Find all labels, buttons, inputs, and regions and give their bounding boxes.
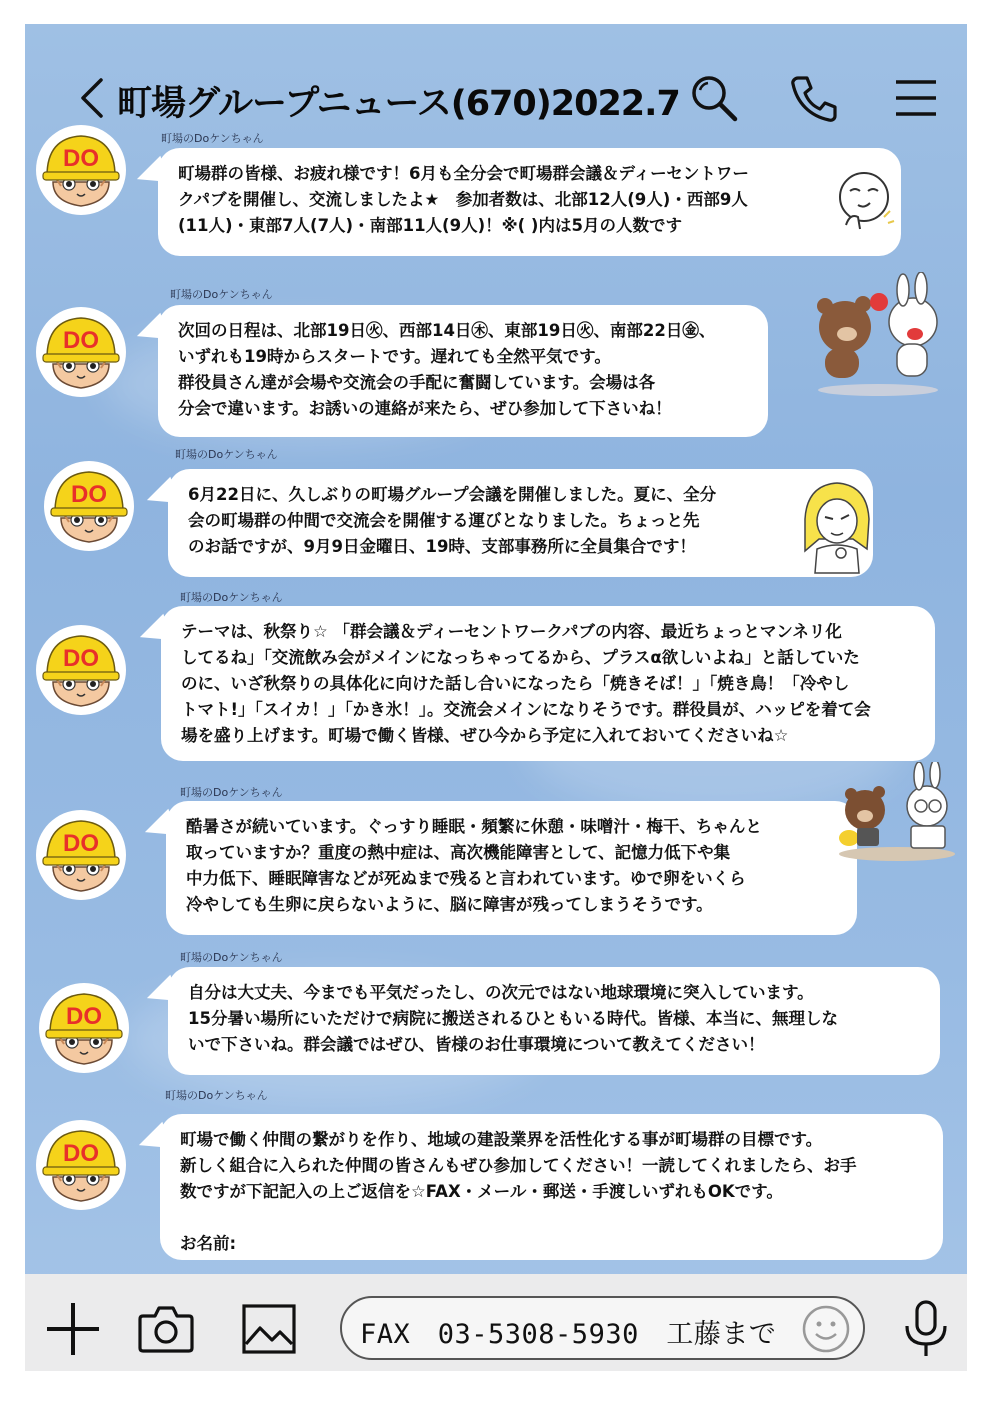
sender-name: 町場のDoケンちゃん [175,448,278,461]
message-bubble [158,305,768,437]
message-line: いずれも19時からスタートです。遅れても全然平気です。 [178,347,611,366]
message-line: のお話ですが、9月9日金曜日、19時、支部事務所に全員集合です！ [188,537,696,556]
message-line: 酷暑さが続いています。ぐっすり睡眠・頻繁に休憩・味噌汁・梅干、ちゃんと [186,817,762,836]
plus-icon[interactable] [42,1298,104,1360]
message-bubble [168,967,940,1075]
sender-name: 町場のDoケンちゃん [165,1089,268,1102]
message-line: 次回の日程は、北部19日㊋、西部14日㊍、東部19日㊋、南部22日㊎、 [178,321,716,340]
chat-screen [25,24,967,1371]
phone-icon[interactable] [788,72,840,124]
sticker-bear-rabbit-icon [803,272,953,397]
avatar[interactable] [35,124,127,216]
svg-text:DO: DO [63,145,99,172]
message-bubble [160,1114,943,1260]
message-line [180,1205,927,1231]
avatar[interactable] [43,460,135,552]
sticker-face-icon [830,167,898,237]
svg-text:DO: DO [63,830,99,857]
sender-name: 町場のDoケンちゃん [180,786,283,799]
message-input-text: FAX 03-5308-5930 工藤まで [360,1319,777,1350]
chevron-left-icon[interactable] [73,78,113,118]
message-bubble [161,606,935,761]
message-line: クパブを開催し、交流しましたよ★ 参加者数は、北部12人(9人)・西部9人 [178,190,748,209]
message-line: 数ですが下記記入の上ご返信を☆FAX・メール・郵送・手渡しいずれもOKです。 [180,1182,783,1201]
message-line: 15分暑い場所にいただけで病院に搬送されるひともいる時代。皆様、本当に、無理しな [188,1009,838,1028]
message-bubble [158,148,901,256]
sticker-reading-icon [835,762,960,862]
avatar[interactable] [35,809,127,901]
message-line: お名前: [180,1234,237,1253]
message-line: いで下さいね。群会議ではぜひ、皆様のお仕事環境について教えてください！ [188,1035,765,1054]
message-bubble [168,469,873,577]
chat-header [25,64,967,134]
message-line: テーマは、秋祭り☆ 「群会議＆ディーセントワークパブの内容、最近ちょっとマンネリ化 [181,622,842,641]
sender-name: 町場のDoケンちゃん [170,288,273,301]
image-icon[interactable] [238,1298,300,1360]
message-line: 町場群の皆様、お疲れ様です！6月も全分会で町場群会議＆ディーセントワー [178,164,749,183]
message-line: 場を盛り上げます。町場で働く皆様、ぜひ今から予定に入れておいてくださいね☆ [181,726,789,745]
message-line: 6月22日に、久しぶりの町場グループ会議を開催しました。夏に、全分 [188,485,717,504]
input-bar [25,1274,967,1371]
message-line: 冷やしても生卵に戻らないように、脳に障害が残ってしまうそうです。 [186,895,713,914]
sticker-girl-icon [797,479,875,574]
message-line: 取っていますか？重度の熱中症は、高次機能障害として、記憶力低下や集 [186,843,731,862]
message-line: トマト!」「スイカ！」「かき氷！」。交流会メインになりそうです。群役員が、ハッピを着て会 [181,700,871,719]
sender-name: 町場のDoケンちゃん [180,951,283,964]
svg-text:DO: DO [63,1140,99,1167]
avatar[interactable] [35,306,127,398]
sender-name: 町場のDoケンちゃん [180,591,283,604]
message-bubble [166,801,857,935]
message-line: 会の町場群の仲間で交流会を開催する運びとなりました。ちょっと先 [188,511,700,530]
avatar[interactable] [35,624,127,716]
microphone-icon[interactable] [895,1298,957,1360]
message-line: のに、いざ秋祭りの具体化に向けた話し合いになったら「焼きそば！」「焼き鳥！「冷やし [181,674,850,693]
message-line: 自分は大丈夫、今までも平気だったし、の次元ではない地球環境に突入しています。 [188,983,814,1002]
sender-name: 町場のDoケンちゃん [161,132,264,145]
svg-text:DO: DO [71,481,107,508]
search-icon[interactable] [688,72,740,124]
message-line: (11人)・東部7人(7人)・南部11人(9人)！※( )内は5月の人数です [178,216,682,235]
avatar[interactable] [35,1119,127,1211]
chat-title: 町場グループニュース(670)2022.7 [117,84,680,124]
svg-text:DO: DO [63,327,99,354]
camera-icon[interactable] [135,1298,197,1360]
avatar[interactable] [38,982,130,1074]
menu-icon[interactable] [890,72,942,124]
message-line: 町場で働く仲間の繋がりを作り、地域の建設業界を活性化する事が町場群の目標です。 [180,1130,823,1149]
emoji-icon[interactable] [800,1303,852,1355]
svg-text:DO: DO [63,645,99,672]
message-line: 新しく組合に入られた仲間の皆さんもぜひ参加してください！一読してくれましたら、お手 [180,1156,857,1175]
message-line: 分会で違います。お誘いの連絡が来たら、ぜひ参加して下さいね！ [178,399,672,418]
svg-text:DO: DO [66,1003,102,1030]
message-input[interactable] [340,1296,865,1360]
message-line: してるね」「交流飲み会がメインになっちゃってるから、プラスα欲しいよね」と話していた [181,648,860,667]
message-line: 中力低下、睡眠障害などが死ぬまで残ると言われています。ゆで卵をいくら [186,869,746,888]
message-line: 群役員さん達が会場や交流会の手配に奮闘しています。会場は各 [178,373,656,392]
